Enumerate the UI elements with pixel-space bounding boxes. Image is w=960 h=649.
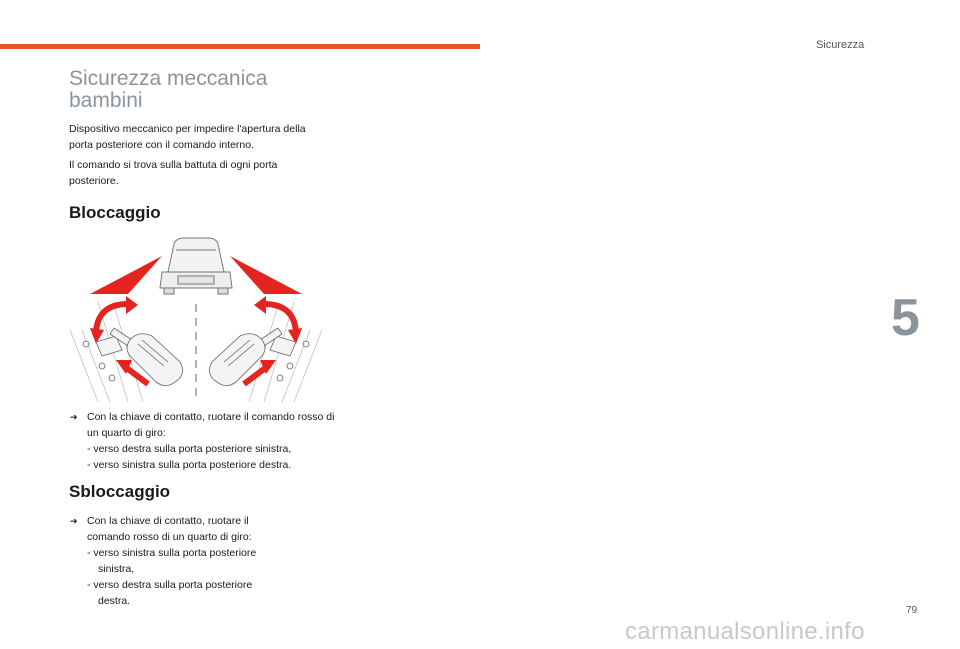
bloccaggio-item-1: - verso destra sulla porta posteriore sinistra, [87,443,292,455]
bloccaggio-item-2: - verso sinistra sulla porta posteriore destra. [87,459,292,471]
bloccaggio-heading: Bloccaggio [69,203,161,222]
bloccaggio-text: Con la chiave di contatto, ruotare il comando rosso di un quarto di giro: [87,411,335,439]
arrow-bullet-icon: ➔ [70,412,78,422]
sbloccaggio-instructions [70,513,285,609]
intro-paragraph-2: Il comando si trova sulla battuta di ogni porta posteriore. [69,159,278,187]
sbloccaggio-heading: Sbloccaggio [69,482,171,501]
bloccaggio-instructions [70,409,335,473]
child-lock-illustration [68,232,324,404]
top-accent-bar [0,44,480,49]
sbloccaggio-item-1: - verso sinistra sulla porta posteriore sinistra, [87,547,257,575]
section-label: Sicurezza [816,39,865,51]
watermark: carmanualsonline.info [625,618,865,645]
page-title: Sicurezza meccanica bambini [69,67,268,112]
chapter-number: 5 [891,289,920,347]
sbloccaggio-item-2: - verso destra sulla porta posteriore destra. [87,579,253,607]
intro-paragraph-1: Dispositivo meccanico per impedire l'apertura della porta posteriore con il comando interno. [69,123,306,151]
page-number: 79 [906,605,918,616]
sbloccaggio-text: Con la chiave di contatto, ruotare il comando rosso di un quarto di giro: [87,515,252,543]
arrow-bullet-icon: ➔ [70,516,78,526]
